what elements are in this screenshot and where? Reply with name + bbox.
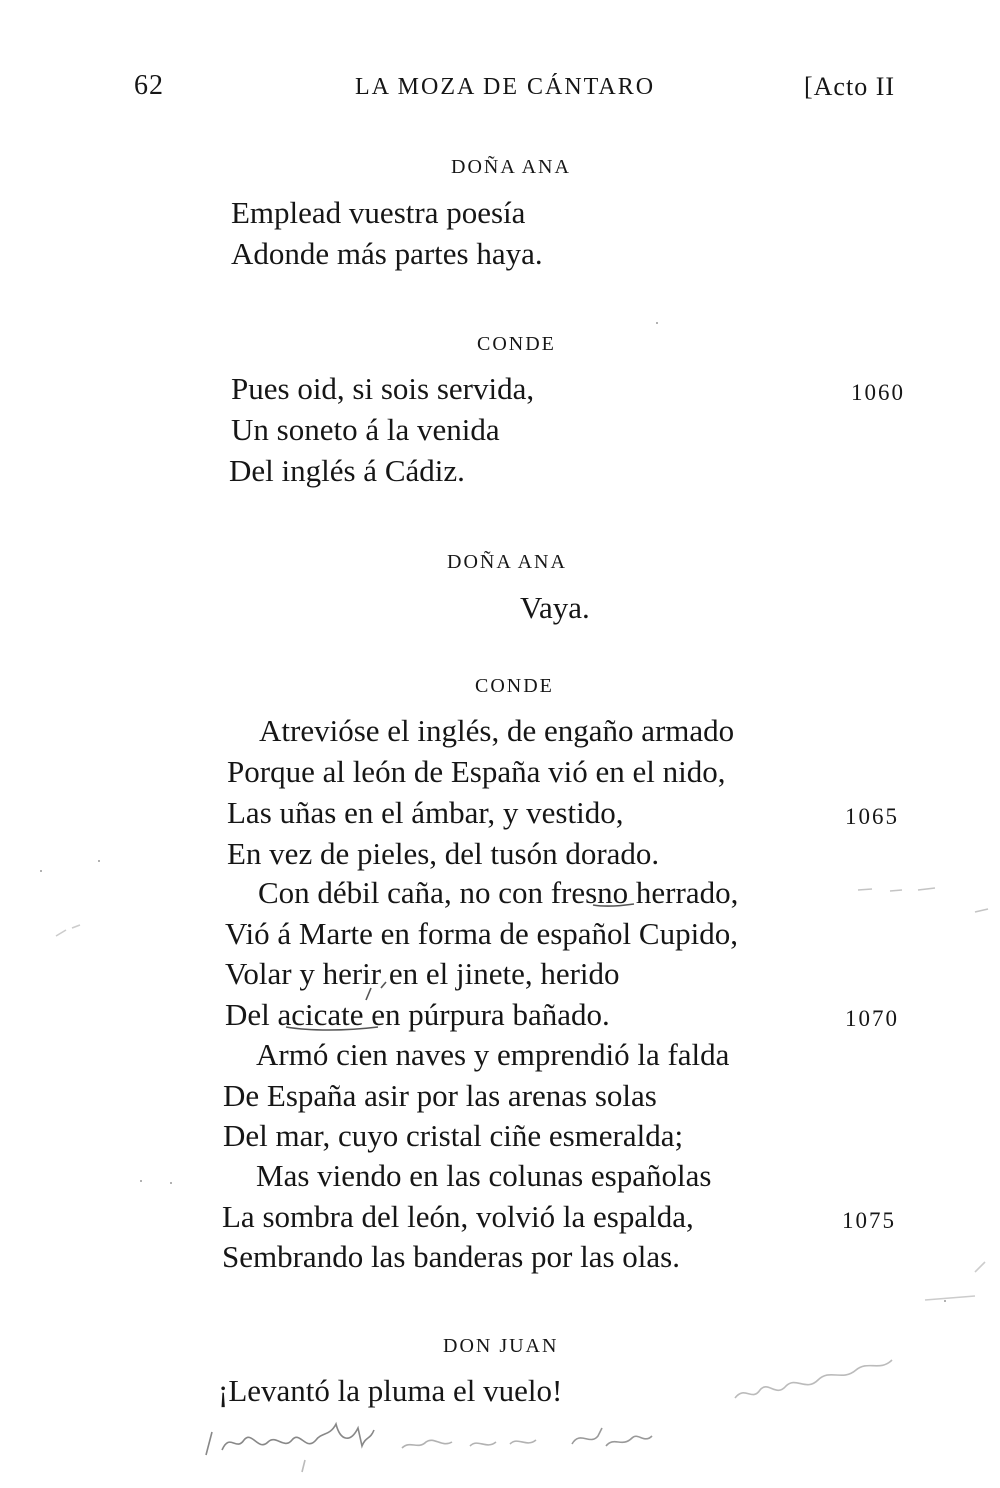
verse-line: Del mar, cuyo cristal ciñe esmeralda;	[223, 1118, 684, 1153]
scan-speck	[98, 860, 100, 862]
scan-speck	[656, 322, 658, 324]
verse-line: Emplead vuestra poesía	[231, 195, 526, 230]
scan-speck	[140, 1180, 142, 1182]
verse-line: Un soneto á la venida	[231, 412, 500, 447]
speaker-name: DOÑA ANA	[451, 156, 571, 178]
verse-line: Porque al león de España vió en el nido,	[227, 754, 726, 789]
verse-line: ¡Levantó la pluma el vuelo!	[218, 1373, 563, 1408]
verse-line: Sembrando las banderas por las olas.	[222, 1239, 680, 1274]
speaker-name: DON JUAN	[443, 1335, 559, 1357]
line-number: 1075	[842, 1208, 896, 1233]
line-number: 1060	[851, 380, 905, 405]
verse-line: Armó cien naves y emprendió la falda	[256, 1037, 730, 1072]
page-number: 62	[134, 70, 164, 101]
line-number: 1070	[845, 1006, 899, 1031]
verse-line: Las uñas en el ámbar, y vestido,	[227, 795, 624, 830]
verse-line: Del inglés á Cádiz.	[229, 453, 465, 488]
verse-line: Adonde más partes haya.	[231, 236, 543, 271]
verse-line: En vez de pieles, del tusón dorado.	[227, 836, 660, 871]
running-title: LA MOZA DE CÁNTARO	[355, 74, 656, 100]
act-label: [Acto II	[804, 72, 896, 101]
speaker-name: DOÑA ANA	[447, 551, 567, 573]
scan-speck	[40, 870, 42, 872]
verse-line: Vió á Marte en forma de español Cupido,	[225, 916, 738, 951]
verse-line: Mas viendo en las colunas españolas	[256, 1158, 712, 1193]
scan-speck	[944, 1300, 946, 1302]
verse-line: Pues oid, si sois servida,	[231, 371, 535, 406]
line-number: 1065	[845, 804, 899, 829]
verse-line: Vaya.	[520, 590, 590, 625]
verse-line: La sombra del león, volvió la espalda,	[222, 1199, 694, 1234]
scan-speck	[170, 1182, 172, 1184]
verse-line: De España asir por las arenas solas	[223, 1078, 657, 1113]
speaker-name: CONDE	[475, 675, 554, 697]
verse-line: Volar y herir en el jinete, herido	[225, 956, 620, 991]
verse-line: Con débil caña, no con fresno herrado,	[258, 875, 739, 910]
verse-line: Del acicate en púrpura bañado.	[225, 997, 610, 1032]
speaker-name: CONDE	[477, 333, 556, 355]
verse-line: Atrevióse el inglés, de engaño armado	[259, 713, 735, 748]
